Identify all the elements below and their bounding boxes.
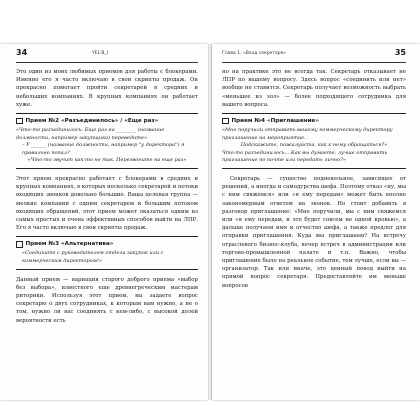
checkbox-icon (222, 118, 229, 125)
paragraph: Это один из моих любимых приемов для работы с блокерами. Именно его я часто включаю в свои скрипты продаж. Он прекрасно помогает пройти секретарей в средних и небольших компаниях. В крупных компаниях он работает хуже. (16, 69, 198, 108)
checkbox-icon (16, 118, 23, 125)
technique-box-2 (16, 113, 198, 169)
left-running-title: YEL'B_I (91, 51, 108, 56)
paragraph: Секретарь — существо подневольное, зависящее от решений, а иногда и самодурства шефа. Поэтому отказ «ну, мы с ним свяжемся» или «я ему передам» может быть вполне закономерным ответом на звонок. Но стоит добавить в разговор приглашение: «Мне поручили, мы с ним свяжемся или «я ему передам, и это будет совсем не одной кровью», а дальше получаем имя и отчество шефа, а также предлог для отправки приглашения. Куда мы приглашаем? На встречу отраслевого бизнес-клуба, вечер встреч в администрации или торгово-промышленной палате и т.п. Важно, чтобы приглашение было на реальное событие, тем лучше, если вы — организатор. Так или иначе, это ценный повод выйти на прямой вопрос секретаря. Предоставляйте им меньше вопросов (222, 175, 406, 289)
right-running-title: Глава 1. «Вход секретаря» (222, 51, 287, 56)
technique-line: «Что-то разъединилось. Еще раз на ________ (название должности, например закупщика) переведите» (16, 127, 165, 141)
technique-title-text: Прием №4 «Приглашение» (231, 118, 319, 125)
paragraph: Этот прием прекрасно работает с блокерами в средних и крупных компаниях, в которых несколько секретарей и потоки входящих звонков довольно большие. Ваша целевая группа — мелкие компании с одним секретарем и большим потоком входящих обращений, этот прием может оказаться одним из самых простых и очень эффективных способов выйти на ЛПР. Его я часто включаю в свои скрипты продаж. (16, 175, 198, 232)
checkbox-icon (16, 241, 23, 248)
technique-title (222, 117, 406, 125)
technique-title (16, 117, 198, 125)
right-page-number: 35 (394, 48, 406, 57)
right-body (222, 68, 406, 294)
technique-title-text: Прием №3 «Альтернатива» (25, 241, 114, 248)
technique-line: – У ______ (название должности, например "у директора") я правильно попал? (22, 142, 185, 156)
right-running-head (222, 50, 406, 63)
technique-line: «Что-то звучит как-то не так. Перезвоните на еще раз» (27, 157, 187, 164)
technique-line: Что-то разъединилось... Как вы думаете, лучше отправить приглашение по почте или передать лично?» (222, 149, 388, 164)
right-page (212, 44, 420, 400)
paragraph: но на практике это не всегда так. Секретарь отказывает не ЛПР по вашему вопросу. Здесь вопрос «соединить или нет» вообще не ставится. Секретарь получает возможность выбрать «меньшее из зол» — более подходящего сотрудника для вашего вопроса. (222, 69, 406, 108)
technique-title (16, 240, 198, 248)
technique-line: «Соедините с руководителем отдела закупок или с коммерческим директором!» (22, 250, 164, 264)
paragraph: Данный прием — вариация старого доброго приема «выбор без выбора», известного еще древнегреческим мастерам риторики. Используя этот прием, вы задаете вопрос секретарю о двух сотрудниках, к которым вам нужно, а не о том, нужно ли вас соединять с кем-либо, с высокой долей вероятности есть (16, 276, 198, 324)
technique-line: Подскажите, пожалуйста, как к нему обращаться?» (240, 142, 388, 149)
technique-line: «Мне поручили отправить вашему коммерческому директору приглашение на мероприятие. (222, 127, 393, 141)
technique-box-4 (222, 113, 406, 169)
left-running-head (16, 50, 198, 63)
left-body (16, 68, 198, 329)
technique-box-3 (16, 236, 198, 269)
left-page (0, 44, 208, 400)
left-page-number: 34 (16, 48, 28, 57)
technique-title-text: Прием №2 «Разъединилось» / «Еще раз» (25, 118, 159, 125)
